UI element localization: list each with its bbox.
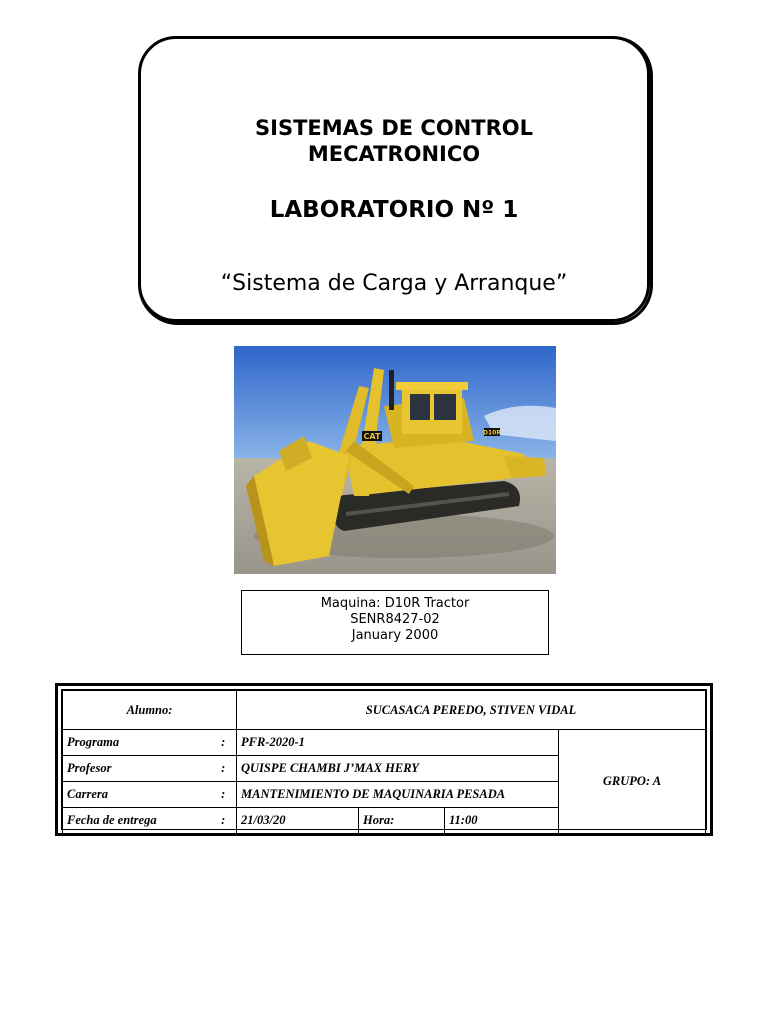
- manual-date: January 2000: [351, 628, 439, 643]
- course-title: SISTEMAS DE CONTROL MECATRONICO: [255, 116, 533, 166]
- lab-subtitle: “Sistema de Carga y Arranque”: [220, 271, 568, 296]
- carrera-value: MANTENIMIENTO DE MAQUINARIA PESADA: [237, 782, 559, 808]
- colon: :: [211, 782, 237, 808]
- alumno-label: Alumno:: [63, 691, 237, 730]
- grupo-cell: GRUPO: A: [559, 730, 706, 834]
- fecha-label: Fecha de entrega: [63, 808, 211, 834]
- model-decal-text: D10R: [483, 429, 501, 437]
- fecha-value: 21/03/20: [237, 808, 359, 834]
- cat-logo-text: CAT: [363, 432, 381, 441]
- programa-value: PFR-2020-1: [237, 730, 559, 756]
- hora-label: Hora:: [359, 808, 445, 834]
- title-box: [138, 36, 650, 322]
- hora-value: 11:00: [445, 808, 559, 834]
- colon: :: [211, 756, 237, 782]
- lab-title: LABORATORIO Nº 1: [269, 197, 519, 223]
- colon: :: [211, 808, 237, 834]
- manual-code: SENR8427-02: [350, 612, 440, 627]
- alumno-value: SUCASACA PEREDO, STIVEN VIDAL: [237, 691, 706, 730]
- bulldozer-photo: [234, 346, 556, 574]
- machine-model: Maquina: D10R Tractor: [320, 596, 470, 611]
- machine-info-box: [241, 590, 549, 655]
- profesor-label: Profesor: [63, 756, 211, 782]
- colon: :: [211, 730, 237, 756]
- carrera-label: Carrera: [63, 782, 211, 808]
- programa-label: Programa: [63, 730, 211, 756]
- profesor-value: QUISPE CHAMBI J’MAX HERY: [237, 756, 559, 782]
- student-info-table: [55, 683, 713, 836]
